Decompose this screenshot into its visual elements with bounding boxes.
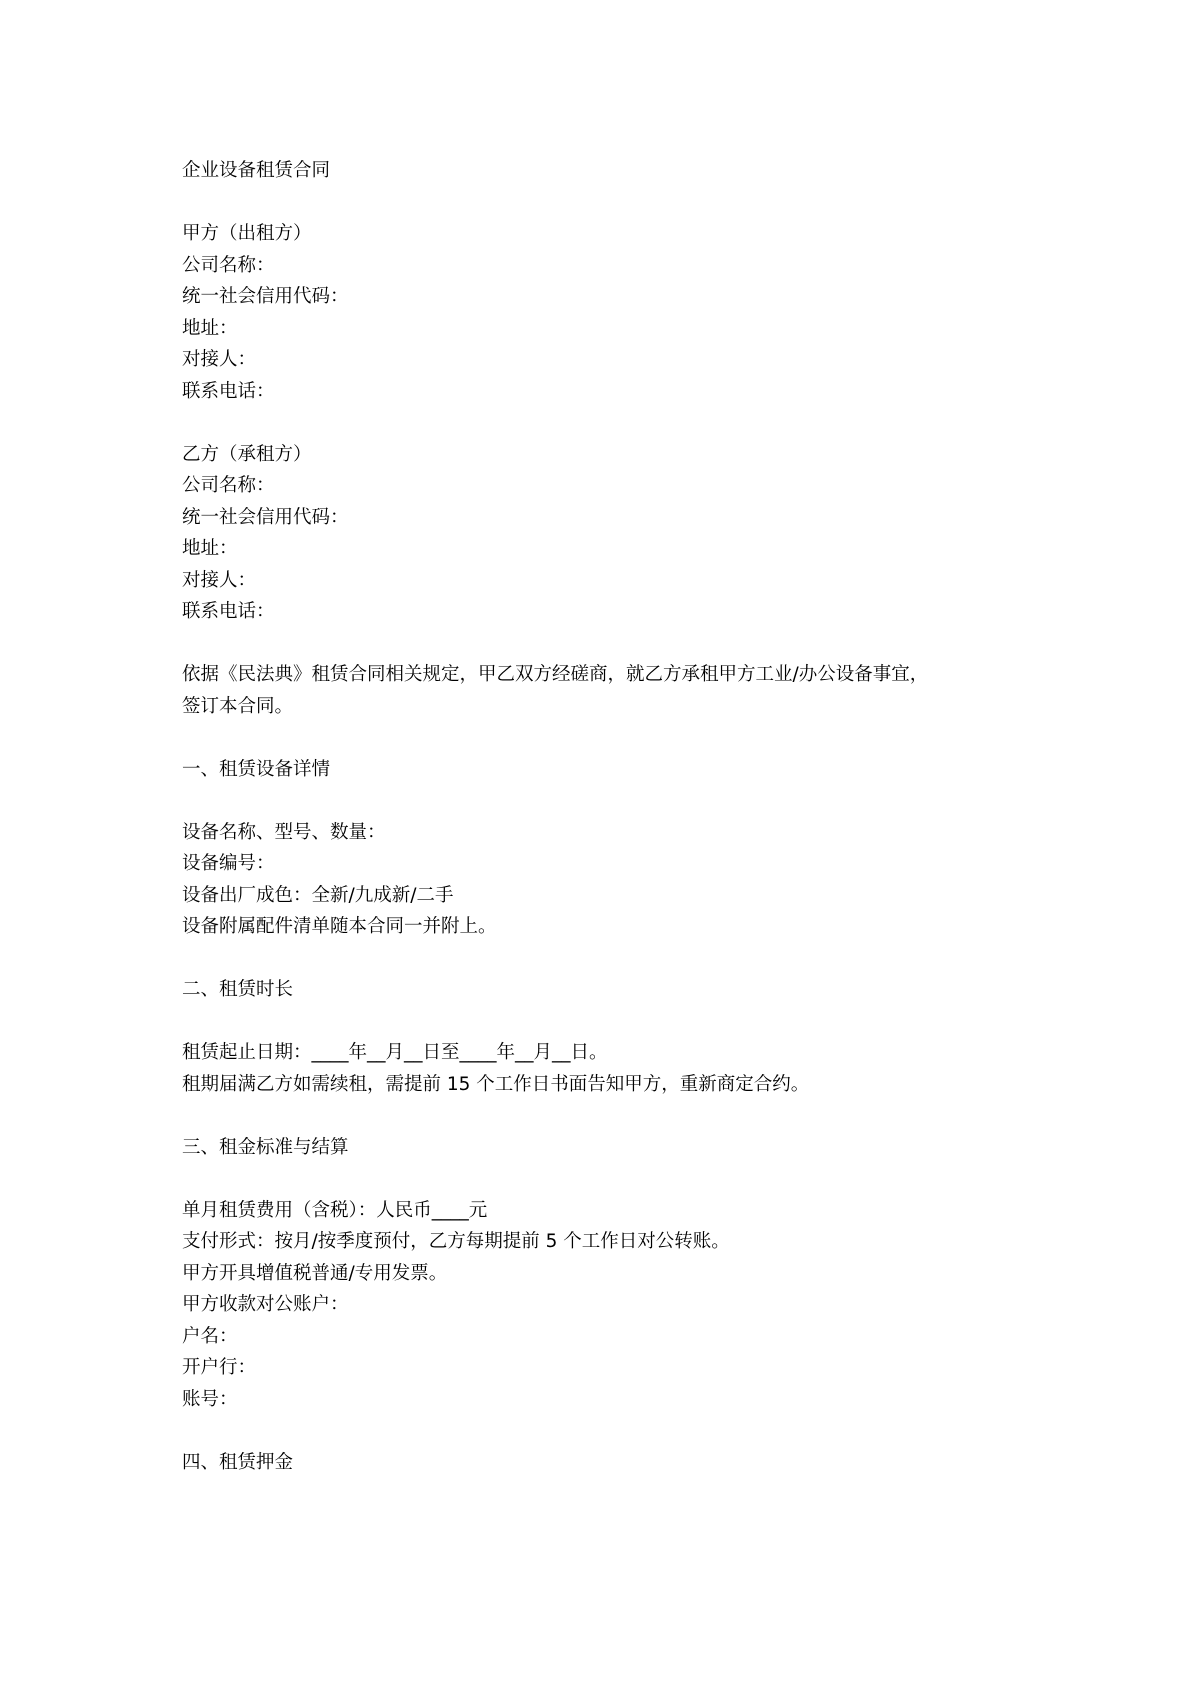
- spacer: [182, 1006, 1042, 1038]
- section-3-heading: 三、租金标准与结算: [182, 1136, 349, 1158]
- section-1-item: 设备附属配件清单随本合同一并附上。: [182, 916, 497, 937]
- spacer: [182, 1163, 1042, 1195]
- party-b-heading: 乙方（承租方）: [182, 443, 312, 465]
- section-3-item: 户名：: [182, 1325, 238, 1347]
- section-1-heading: 一、租赁设备详情: [182, 758, 331, 780]
- party-b-phone: 联系电话：: [182, 601, 275, 622]
- spacer: [182, 187, 1042, 219]
- section-2-item: 租期届满乙方如需续租，需提前 15 个工作日书面告知甲方，重新商定合约。: [182, 1073, 810, 1095]
- section-1-item: 设备编号：: [182, 853, 275, 874]
- section-3-item: 账号：: [182, 1388, 238, 1410]
- contract-page: [182, 155, 1042, 1478]
- party-a-credit-code: 统一社会信用代码：: [182, 286, 349, 307]
- party-b-credit-code: 统一社会信用代码：: [182, 506, 349, 528]
- spacer: [182, 1415, 1042, 1447]
- party-a-address: 地址：: [182, 317, 238, 339]
- spacer: [182, 628, 1042, 660]
- section-3-item: 支付形式：按月/按季度预付，乙方每期提前 5 个工作日对公转账。: [182, 1231, 730, 1252]
- party-a-contact: 对接人：: [182, 349, 257, 370]
- spacer: [182, 1100, 1042, 1132]
- party-b-contact: 对接人：: [182, 569, 257, 591]
- document-title: 企业设备租赁合同: [182, 160, 331, 181]
- section-2-item: 租赁起止日期：____年__月__日至____年__月__日。: [182, 1042, 608, 1063]
- party-b-company-name: 公司名称：: [182, 475, 275, 496]
- section-1-item: 设备出厂成色：全新/九成新/二手: [182, 884, 454, 906]
- section-3-item: 甲方收款对公账户：: [182, 1294, 349, 1315]
- section-1-item: 设备名称、型号、数量：: [182, 821, 386, 843]
- section-4-heading: 四、租赁押金: [182, 1451, 294, 1473]
- spacer: [182, 407, 1042, 439]
- section-3-item: 单月租赁费用（含税）：人民币____元: [182, 1199, 488, 1221]
- preamble-line-2: 签订本合同。: [182, 695, 294, 717]
- party-a-phone: 联系电话：: [182, 380, 275, 402]
- party-a-company-name: 公司名称：: [182, 254, 275, 276]
- section-3-item: 开户行：: [182, 1357, 257, 1378]
- section-3-item: 甲方开具增值税普通/专用发票。: [182, 1262, 448, 1284]
- spacer: [182, 722, 1042, 754]
- spacer: [182, 943, 1042, 975]
- preamble-line-1: 依据《民法典》租赁合同相关规定，甲乙双方经磋商，就乙方承租甲方工业/办公设备事宜，: [182, 664, 929, 685]
- section-2-heading: 二、租赁时长: [182, 979, 294, 1000]
- spacer: [182, 785, 1042, 817]
- party-a-heading: 甲方（出租方）: [182, 223, 312, 244]
- party-b-address: 地址：: [182, 538, 238, 559]
